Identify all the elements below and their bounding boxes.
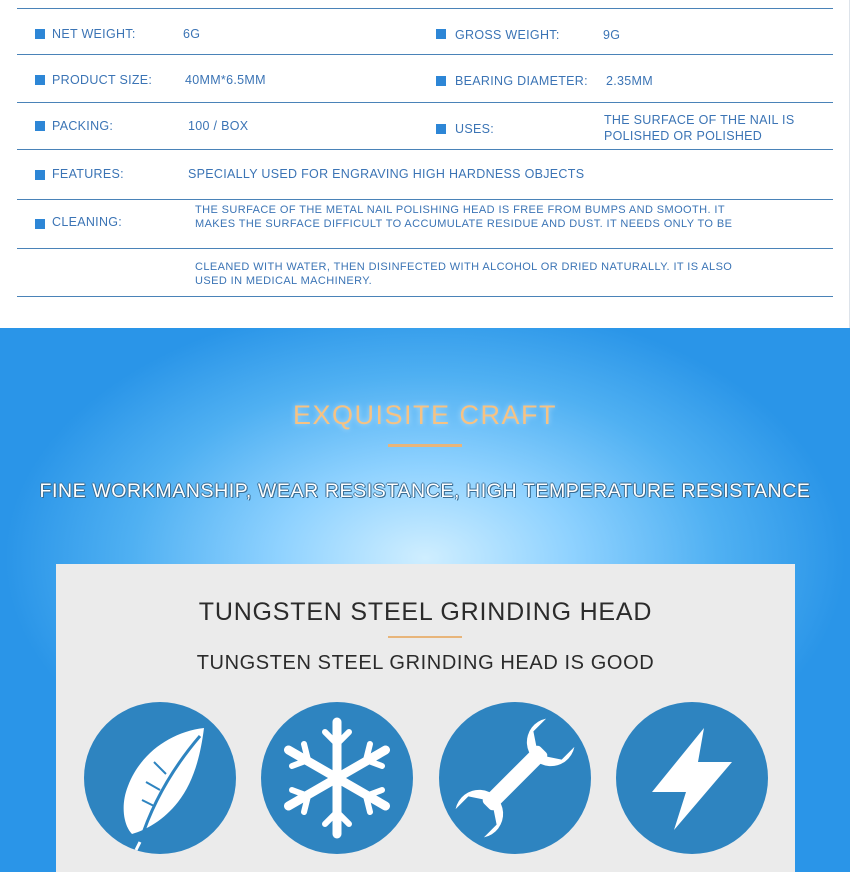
craft-section — [0, 328, 850, 872]
divider — [17, 149, 833, 150]
cleaning-text-line3: CLEANED WITH WATER, THEN DISINFECTED WITH ALCOHOL OR DRIED NATURALLY. IT IS ALSO — [195, 261, 733, 273]
bullet-icon — [35, 121, 45, 131]
bullet-icon — [35, 170, 45, 180]
lightning-icon — [616, 702, 768, 854]
bullet-icon — [436, 29, 446, 39]
bullet-icon — [35, 219, 45, 229]
craft-tagline: FINE WORKMANSHIP, WEAR RESISTANCE, HIGH TEMPERATURE RESISTANCE — [39, 480, 811, 502]
feature-circle — [84, 702, 236, 854]
cleaning-text-line1: THE SURFACE OF THE METAL NAIL POLISHING HEAD IS FREE FROM BUMPS AND SMOOTH. IT — [195, 204, 725, 216]
features-label: FEATURES: — [52, 167, 124, 181]
net-weight-value: 6G — [183, 27, 201, 41]
bullet-icon — [436, 124, 446, 134]
uses-value-line1: THE SURFACE OF THE NAIL IS — [604, 113, 795, 127]
feather-icon — [84, 702, 236, 854]
net-weight-label: NET WEIGHT: — [52, 27, 136, 41]
uses-value-line2: POLISHED OR POLISHED — [604, 129, 763, 143]
packing-value: 100 / BOX — [188, 119, 249, 133]
packing-label: PACKING: — [52, 119, 114, 133]
bullet-icon — [35, 75, 45, 85]
divider — [17, 296, 833, 297]
panel-title: TUNGSTEN STEEL GRINDING HEAD — [198, 598, 653, 626]
feature-circle — [616, 702, 768, 854]
divider — [17, 8, 833, 9]
divider — [17, 102, 833, 103]
gross-weight-label: GROSS WEIGHT: — [455, 28, 560, 42]
uses-label: USES: — [455, 122, 495, 136]
divider — [17, 248, 833, 249]
divider — [17, 54, 833, 55]
panel-title-underline — [388, 636, 462, 638]
craft-title: EXQUISITE CRAFT — [292, 400, 558, 430]
gross-weight-value: 9G — [603, 28, 621, 42]
snowflake-icon — [261, 702, 413, 854]
spec-table — [0, 0, 850, 328]
product-size-value: 40MM*6.5MM — [185, 73, 266, 87]
cleaning-label: CLEANING: — [52, 215, 123, 229]
wrench-icon — [439, 702, 591, 854]
bullet-icon — [35, 29, 45, 39]
divider — [17, 199, 833, 200]
features-value: SPECIALLY USED FOR ENGRAVING HIGH HARDNESS OBJECTS — [188, 167, 585, 181]
cleaning-text-line4: USED IN MEDICAL MACHINERY. — [195, 275, 373, 287]
bullet-icon — [436, 76, 446, 86]
title-underline — [388, 444, 462, 447]
product-size-label: PRODUCT SIZE: — [52, 73, 153, 87]
bearing-diameter-value: 2.35MM — [606, 74, 653, 88]
bearing-diameter-label: BEARING DIAMETER: — [455, 74, 588, 88]
feature-circle — [261, 702, 413, 854]
cleaning-text-line2: MAKES THE SURFACE DIFFICULT TO ACCUMULATE RESIDUE AND DUST. IT NEEDS ONLY TO BE — [195, 218, 733, 230]
feature-circle — [439, 702, 591, 854]
product-panel — [56, 564, 795, 872]
panel-subtitle: TUNGSTEN STEEL GRINDING HEAD IS GOOD — [196, 652, 655, 674]
